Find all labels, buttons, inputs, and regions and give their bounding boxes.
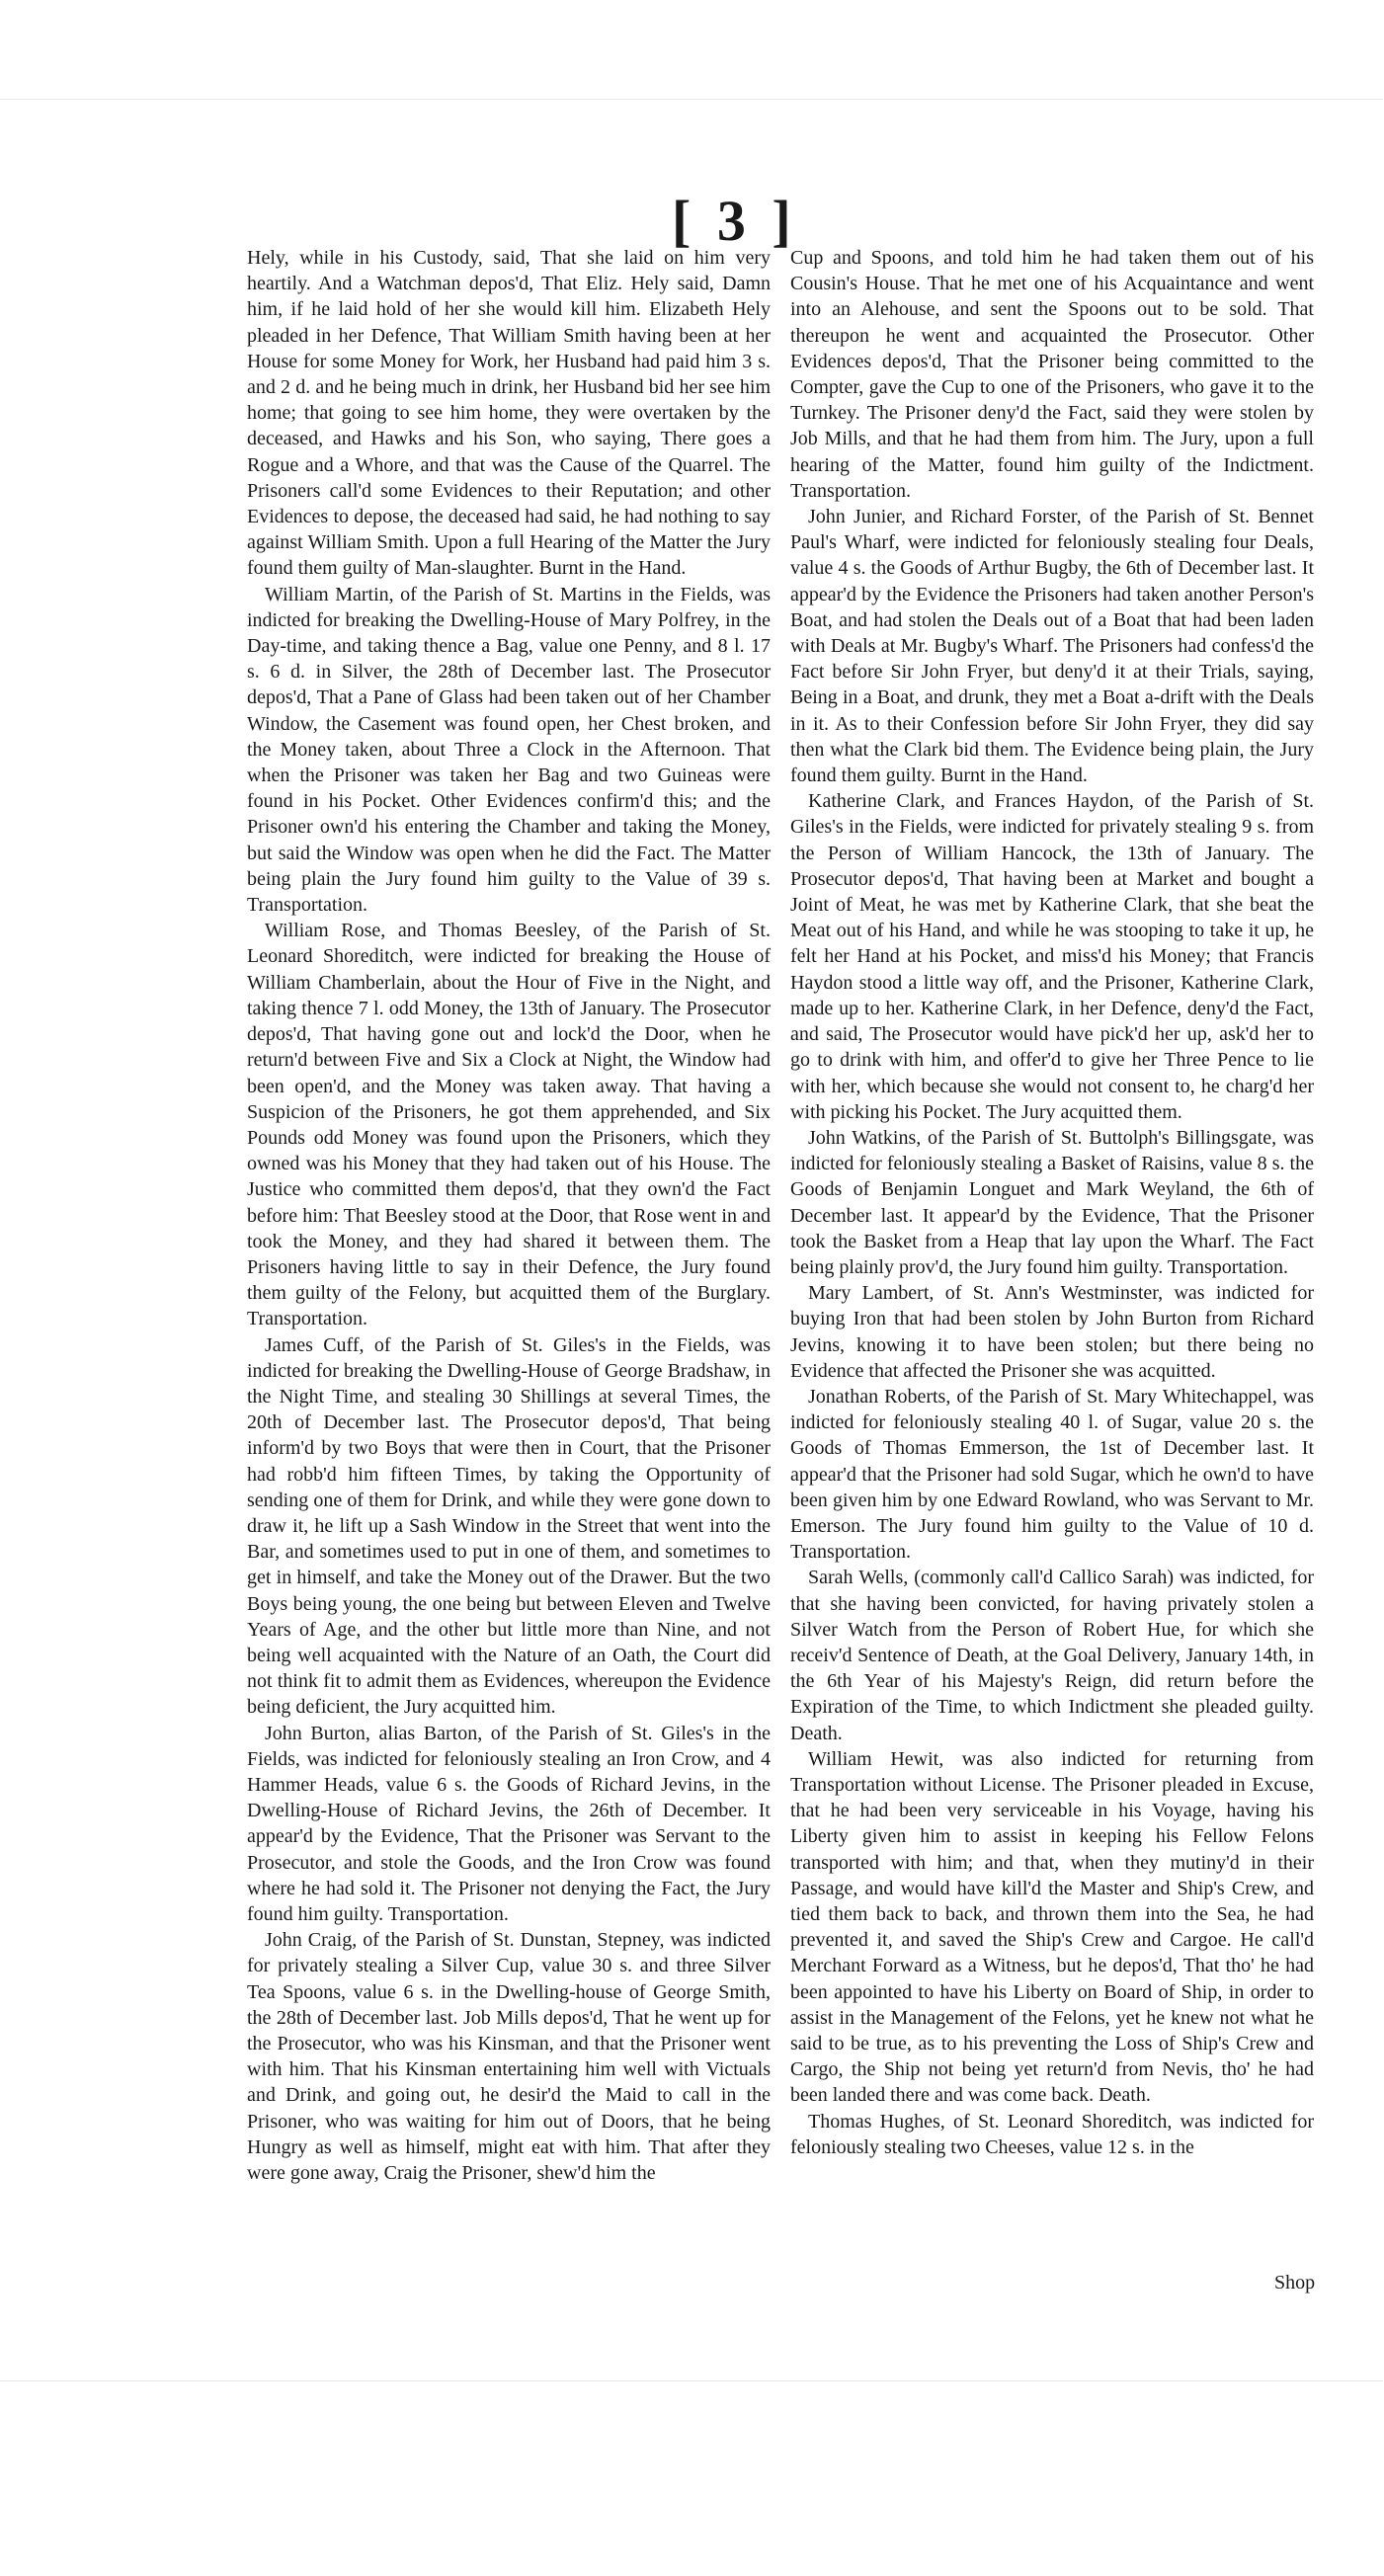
left-paragraph: Hely, while in his Custody, said, That she laid on him very heartily. And a Watchman depos'd, That Eliz. Hely said, Damn him, if he laid hold of her she would kill him. Elizabeth Hely pleaded in her Defence, That William Smith having been at her House for some Money for Work, her Husband had paid him 3 s. and 2 d. and he being much in drink, her Husband bid her see him home; that going to see him home, they were overtaken by the deceased, and Hawks and his Son, who saying, There goes a Rogue and a Whore, and that was the Cause of the Quarrel. The Prisoners call'd some Evidences to their Reputation; and other Evidences to depose, the deceased had said, he had nothing to say against William Smith. Upon a full Hearing of the Matter the Jury found them guilty of Man-slaughter. Burnt in the Hand. bbox=[247, 247, 771, 580]
scan-speck bbox=[0, 2380, 1383, 2381]
left-paragraph: John Burton, alias Barton, of the Parish of St. Giles's in the Fields, was indicted for feloniously stealing an Iron Crow, and 4 Hammer Heads, value 6 s. the Goods of Richard Jevins, in the Dwelling-House of Richard Jevins, the 26th of December. It appear'd by the Evidence, That the Prisoner was Servant to the Prosecutor, and stole the Goods, and the Iron Crow was found where he had sold it. The Prisoner not denying the Fact, the Jury found him guilty. Transportation. bbox=[247, 1722, 771, 1925]
left-column bbox=[247, 245, 771, 2186]
left-paragraph: John Craig, of the Parish of St. Dunstan, Stepney, was indicted for privately stealing a Silver Cup, value 30 s. and three Silver Tea Spoons, value 6 s. in the Dwelling-house of George Smith, the 28th of December last. Job Mills depos'd, That he went up for the Prosecutor, who was his Kinsman, and that the Prisoner went with him. That his Kinsman entertaining him well with Victuals and Drink, and going out, he desir'd the Maid to call in the Prisoner, who was waiting for him out of Doors, that he being Hungry as well as himself, might eat with him. That after they were gone away, Craig the Prisoner, shew'd him the bbox=[247, 1929, 771, 2185]
scan-speck bbox=[0, 99, 1383, 100]
right-paragraph: Thomas Hughes, of St. Leonard Shoreditch, was indicted for feloniously stealing two Cheeses, value 12 s. in the bbox=[790, 2110, 1314, 2158]
right-column bbox=[790, 245, 1314, 2160]
catchword: Shop bbox=[1274, 2272, 1316, 2294]
right-paragraph: Jonathan Roberts, of the Parish of St. Mary Whitechappel, was indicted for feloniously stealing 40 l. of Sugar, value 20 s. the Goods of Thomas Emmerson, the 1st of December last. It appear'd that the Prisoner had sold Sugar, which he own'd to have been given him by one Edward Rowland, who was Servant to Mr. Emerson. The Jury found him guilty to the Value of 10 d. Transportation. bbox=[790, 1385, 1314, 1564]
left-paragraph: James Cuff, of the Parish of St. Giles's in the Fields, was indicted for breaking the Dwelling-House of George Bradshaw, in the Night Time, and stealing 30 Shillings at several Times, the 20th of December last. The Prosecutor depos'd, That being inform'd by two Boys that were then in Court, that the Prisoner had robb'd him fifteen Times, by taking the Opportunity of sending one of them for Drink, and while they were gone down to draw it, he lift up a Sash Window in the Street that went into the Bar, and sometimes used to put in one of them, and sometimes to get in himself, and take the Money out of the Drawer. But the two Boys being young, the one being but between Eleven and Twelve Years of Age, and the other but little more than Nine, and not being well acquainted with the Nature of an Oath, the Court did not think fit to admit them as Evidences, whereupon the Evidence being deficient, the Jury acquitted him. bbox=[247, 1333, 771, 1719]
left-paragraph: William Martin, of the Parish of St. Martins in the Fields, was indicted for breaking the Dwelling-House of Mary Polfrey, in the Day-time, and taking thence a Bag, value one Penny, and 8 l. 17 s. 6 d. in Silver, the 28th of December last. The Prosecutor depos'd, That a Pane of Glass had been taken out of her Chamber Window, the Casement was found open, her Chest broken, and the Money taken, about Three a Clock in the Afternoon. That when the Prisoner was taken her Bag and two Guineas were found in his Pocket. Other Evidences confirm'd this; and the Prisoner own'd his entering the Chamber and taking the Money, but said the Window was open when he did the Fact. The Matter being plain the Jury found him guilty to the Value of 39 s. Transportation. bbox=[247, 583, 771, 917]
right-paragraph: Katherine Clark, and Frances Haydon, of the Parish of St. Giles's in the Fields, were indicted for privately stealing 9 s. from the Person of William Hancock, the 13th of January. The Prosecutor depos'd, That having been at Market and bought a Joint of Meat, he was met by Katherine Clark, that she beat the Meat out of his Hand, and while he was stooping to take it up, he felt her Hand at his Pocket, and miss'd his Money; that Francis Haydon stood a little way off, and the Prisoner, Katherine Clark, made up to her. Katherine Clark, in her Defence, deny'd the Fact, and said, The Prosecutor would have pick'd her up, ask'd her to go to drink with him, and offer'd to give her Three Pence to lie with her, which because she would not consent to, he charg'd her with picking his Pocket. The Jury acquitted them. bbox=[790, 790, 1314, 1123]
page-number: [ 3 ] bbox=[672, 189, 797, 253]
right-paragraph: Cup and Spoons, and told him he had taken them out of his Cousin's House. That he met one of his Acquaintance and went into an Alehouse, and sent the Spoons out to be sold. That thereupon he went and acquainted the Prosecutor. Other Evidences depos'd, That the Prisoner being committed to the Compter, gave the Cup to one of the Prisoners, who gave it to the Turnkey. The Prisoner deny'd the Fact, said they were stolen by Job Mills, and that he had them from him. The Jury, upon a full hearing of the Matter, found him guilty of the Indictment. Transportation. bbox=[790, 247, 1314, 502]
right-paragraph: John Junier, and Richard Forster, of the Parish of St. Bennet Paul's Wharf, were indicted for feloniously stealing four Deals, value 4 s. the Goods of Arthur Bugby, the 6th of December last. It appear'd by the Evidence the Prisoners had taken another Person's Boat, and had stolen the Deals out of a Boat that had been laden with Deals at Mr. Bugby's Wharf. The Prisoners had confess'd the Fact before Sir John Fryer, but deny'd it at their Trials, saying, Being in a Boat, and drunk, they met a Boat a-drift with the Deals in it. As to their Confession before Sir John Fryer, they did say then what the Clark bid them. The Evidence being plain, the Jury found them guilty. Burnt in the Hand. bbox=[790, 506, 1314, 787]
left-paragraph: William Rose, and Thomas Beesley, of the Parish of St. Leonard Shoreditch, were indicted for breaking the House of William Chamberlain, about the Hour of Five in the Night, and taking thence 7 l. odd Money, the 13th of January. The Prosecutor depos'd, That having gone out and lock'd the Door, when he return'd between Five and Six a Clock at Night, the Window had been open'd, and the Money was taken away. That having a Suspicion of the Prisoners, he got them apprehended, and Six Pounds odd Money was found upon the Prisoners, which they owned was his Money that they had taken out of his House. The Justice who committed them depos'd, that they own'd the Fact before him: That Beesley stood at the Door, that Rose went in and took the Money, and they had shared it between them. The Prisoners having little to say in their Defence, the Jury found them guilty of the Felony, but acquitted them of the Burglary. Transportation. bbox=[247, 920, 771, 1330]
right-paragraph: William Hewit, was also indicted for returning from Transportation without License. The Prisoner pleaded in Excuse, that he had been very serviceable in his Voyage, having his Liberty given him to assist in keeping his Fellow Felons transported with him; and that, when they mutiny'd in their Passage, and would have kill'd the Master and Ship's Crew, and tied them back to back, and thrown them into the Sea, he had prevented it, and saved the Ship's Crew and Cargoe. He call'd Merchant Forward as a Witness, but he depos'd, That tho' he had been appointed to have his Liberty on Board of Ship, in order to assist in the Management of the Felons, yet he knew not what he said to be true, as to his preventing the Loss of Ship's Crew and Cargo, the Ship not being yet return'd from Nevis, tho' he had been landed there and was come back. Death. bbox=[790, 1747, 1314, 2107]
right-paragraph: Mary Lambert, of St. Ann's Westminster, was indicted for buying Iron that had been stolen by John Burton from Richard Jevins, knowing it to have been stolen; but there being no Evidence that affected the Prisoner she was acquitted. bbox=[790, 1282, 1314, 1382]
right-paragraph: Sarah Wells, (commonly call'd Callico Sarah) was indicted, for that she having been convicted, for having privately stolen a Silver Watch from the Person of Robert Hue, for which she receiv'd Sentence of Death, at the Goal Delivery, January 14th, in the 6th Year of his Majesty's Reign, did return before the Expiration of the Time, to which Indictment she pleaded guilty. Death. bbox=[790, 1567, 1314, 1744]
right-paragraph: John Watkins, of the Parish of St. Buttolph's Billingsgate, was indicted for feloniously stealing a Basket of Raisins, value 8 s. the Goods of Benjamin Longuet and Mark Weyland, the 6th of December last. It appear'd by the Evidence, That the Prisoner took the Basket from a Heap that lay upon the Wharf. The Fact being plainly prov'd, the Jury found him guilty. Transportation. bbox=[790, 1126, 1314, 1278]
